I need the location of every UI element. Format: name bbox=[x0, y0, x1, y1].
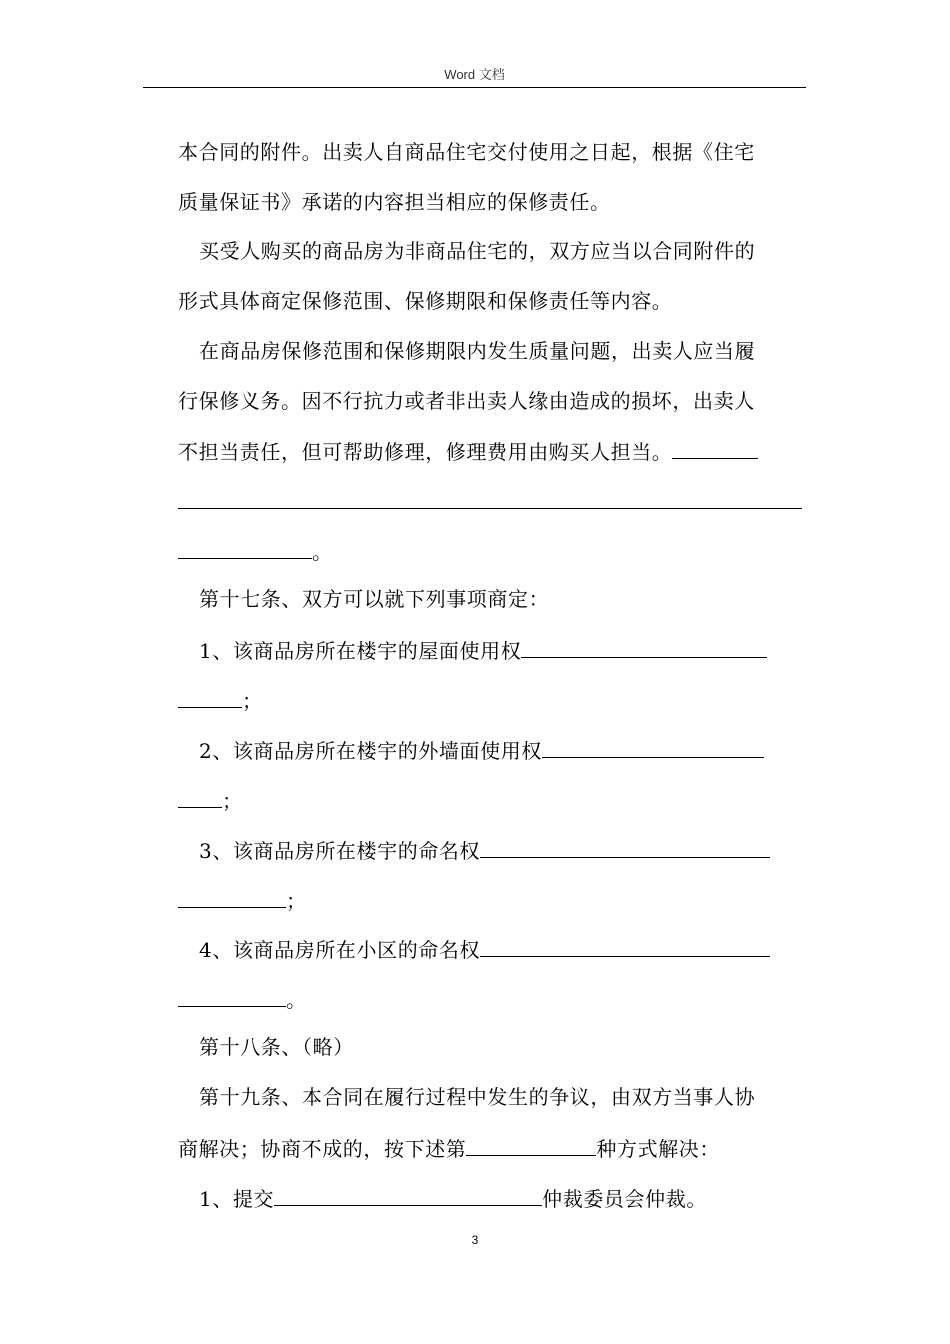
fill-in-blank bbox=[178, 984, 286, 1007]
article-heading: 第十九条、本合同在履行过程中发生的争议，由双方当事人协 bbox=[199, 1085, 756, 1109]
list-item-continuation bbox=[178, 685, 804, 715]
list-item bbox=[199, 735, 825, 765]
fill-in-blank bbox=[466, 1133, 596, 1156]
paragraph-line: 在商品房保修范围和保修期限内发生质量问题，出卖人应当履 bbox=[199, 339, 756, 363]
fill-in-blank bbox=[480, 934, 770, 957]
list-item-text: 3、该商品房所在楼宇的命名权 bbox=[199, 839, 481, 863]
paragraph-line: 本合同的附件。出卖人自商品住宅交付使用之日起，根据《住宅 bbox=[178, 140, 755, 164]
fill-in-blank bbox=[178, 685, 242, 708]
list-item-text: 2、该商品房所在楼宇的外墙面使用权 bbox=[199, 739, 542, 763]
list-item-text: ； bbox=[242, 689, 263, 713]
paragraph-text: 。 bbox=[312, 540, 333, 564]
paragraph-line: 买受人购买的商品房为非商品住宅的，双方应当以合同附件的 bbox=[199, 239, 756, 263]
list-item-text: 1、该商品房所在楼宇的屋面使用权 bbox=[199, 639, 522, 663]
list-item bbox=[199, 1183, 825, 1213]
fill-in-blank bbox=[178, 536, 312, 559]
fill-in-blank bbox=[274, 1183, 542, 1206]
fill-in-blank bbox=[542, 735, 764, 758]
list-item bbox=[199, 635, 825, 665]
list-item-continuation bbox=[178, 785, 804, 815]
page-header: Word 文档 bbox=[444, 67, 505, 82]
list-item bbox=[199, 835, 825, 865]
list-item-text: 仲裁委员会仲裁。 bbox=[542, 1187, 707, 1211]
paragraph-text: 种方式解决： bbox=[596, 1137, 721, 1161]
fill-in-blank bbox=[178, 486, 802, 509]
fill-in-blank bbox=[672, 436, 758, 459]
fill-in-blank bbox=[480, 835, 770, 858]
list-item-text: ； bbox=[286, 889, 307, 913]
paragraph-text: 商解决；协商不成的，按下述第 bbox=[178, 1137, 467, 1161]
list-item-continuation bbox=[178, 885, 804, 915]
list-item-text: 4、该商品房所在小区的命名权 bbox=[199, 938, 481, 962]
fill-in-blank bbox=[178, 885, 286, 908]
list-item-text: 1、提交 bbox=[199, 1187, 275, 1211]
paragraph-line bbox=[178, 436, 804, 466]
list-item-text: 。 bbox=[286, 988, 307, 1012]
paragraph-line bbox=[178, 486, 804, 516]
fill-in-blank bbox=[178, 785, 222, 808]
article-heading: 第十八条、（略） bbox=[199, 1035, 354, 1059]
list-item-continuation bbox=[178, 984, 804, 1014]
article-heading: 第十七条、双方可以就下列事项商定： bbox=[199, 587, 550, 611]
page-number: 3 bbox=[471, 1233, 479, 1247]
paragraph-line: 形式具体商定保修范围、保修期限和保修责任等内容。 bbox=[178, 289, 673, 313]
paragraph-line bbox=[178, 1133, 804, 1163]
paragraph-line bbox=[178, 536, 804, 566]
paragraph-text: 不担当责任，但可帮助修理，修理费用由购买人担当。 bbox=[178, 440, 673, 464]
list-item bbox=[199, 934, 825, 964]
fill-in-blank bbox=[521, 635, 767, 658]
header-divider bbox=[143, 87, 806, 88]
paragraph-line: 行保修义务。因不行抗力或者非出卖人缘由造成的损坏，出卖人 bbox=[178, 389, 755, 413]
list-item-text: ； bbox=[222, 789, 243, 813]
paragraph-line: 质量保证书》承诺的内容担当相应的保修责任。 bbox=[178, 190, 611, 214]
